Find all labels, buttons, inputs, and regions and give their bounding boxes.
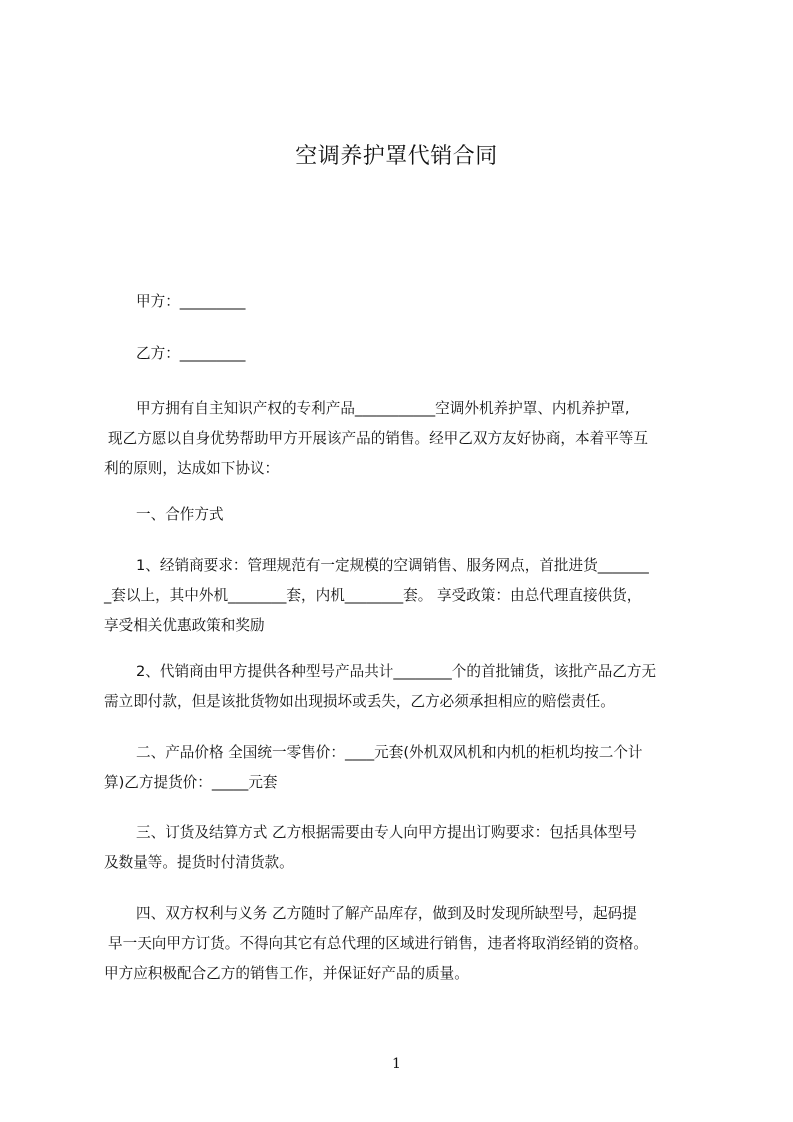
section-4-line-3: 甲方应积极配合乙方的销售工作，并保证好产品的质量。: [104, 965, 469, 982]
contract-title: 空调养护罩代销合同: [295, 144, 498, 169]
section-3-line-2: 及数量等。提货时付清货款。: [104, 854, 294, 871]
party-b-line: [104, 339, 704, 369]
section-2-line-1: 二、产品价格 全国统一零售价：____元套(外机双风机和内机的柜机均按二个计: [136, 744, 643, 761]
page-number: 1: [392, 1056, 401, 1072]
section-1-heading-text: 一、合作方式: [136, 506, 224, 523]
clause-1-paragraph: [104, 551, 704, 641]
section-3-paragraph: [104, 818, 704, 878]
section-1-heading: [104, 500, 704, 530]
intro-line-2: 现乙方愿以自身优势帮助甲方开展该产品的销售。经甲乙双方友好协商，本着平等互: [108, 430, 648, 447]
clause-1-line-1: 1、经销商要求：管理规范有一定规模的空调销售、服务网点，首批进货_______: [136, 557, 649, 574]
section-4-paragraph: [104, 899, 704, 989]
section-4-line-1: 四、双方权利与义务 乙方随时了解产品库存，做到及时发现所缺型号，起码提: [136, 905, 637, 922]
intro-paragraph: [104, 394, 704, 484]
clause-2-paragraph: [104, 657, 704, 717]
section-4-line-2: 早一天向甲方订货。不得向其它有总代理的区域进行销售，违者将取消经销的资格。: [108, 935, 648, 952]
section-2-paragraph: [104, 738, 704, 798]
clause-2-line-2: 需立即付款，但是该批货物如出现损坏或丢失，乙方必须承担相应的赔偿责任。: [104, 693, 615, 710]
clause-2-line-1: 2、代销商由甲方提供各种型号产品共计________个的首批铺货，该批产品乙方无: [136, 663, 657, 680]
party-a-line: [104, 287, 704, 317]
intro-line-1: 甲方拥有自主知识产权的专利产品___________空调外机养护罩、内机养护罩,: [136, 400, 630, 417]
section-3-line-1: 三、订货及结算方式 乙方根据需要由专人向甲方提出订购要求：包括具体型号: [136, 824, 637, 841]
party-b-text: 乙方：_________: [136, 345, 246, 362]
section-2-line-2: 算)乙方提货价：_____元套: [104, 774, 278, 791]
party-a-text: 甲方：_________: [136, 293, 246, 310]
clause-1-line-2: _套以上，其中外机________套，内机________套。 享受政策：由总代理直接供货，: [104, 587, 642, 604]
clause-1-line-3: 享受相关优惠政策和奖励: [104, 617, 265, 634]
intro-line-3: 利的原则，达成如下协议：: [104, 460, 280, 477]
